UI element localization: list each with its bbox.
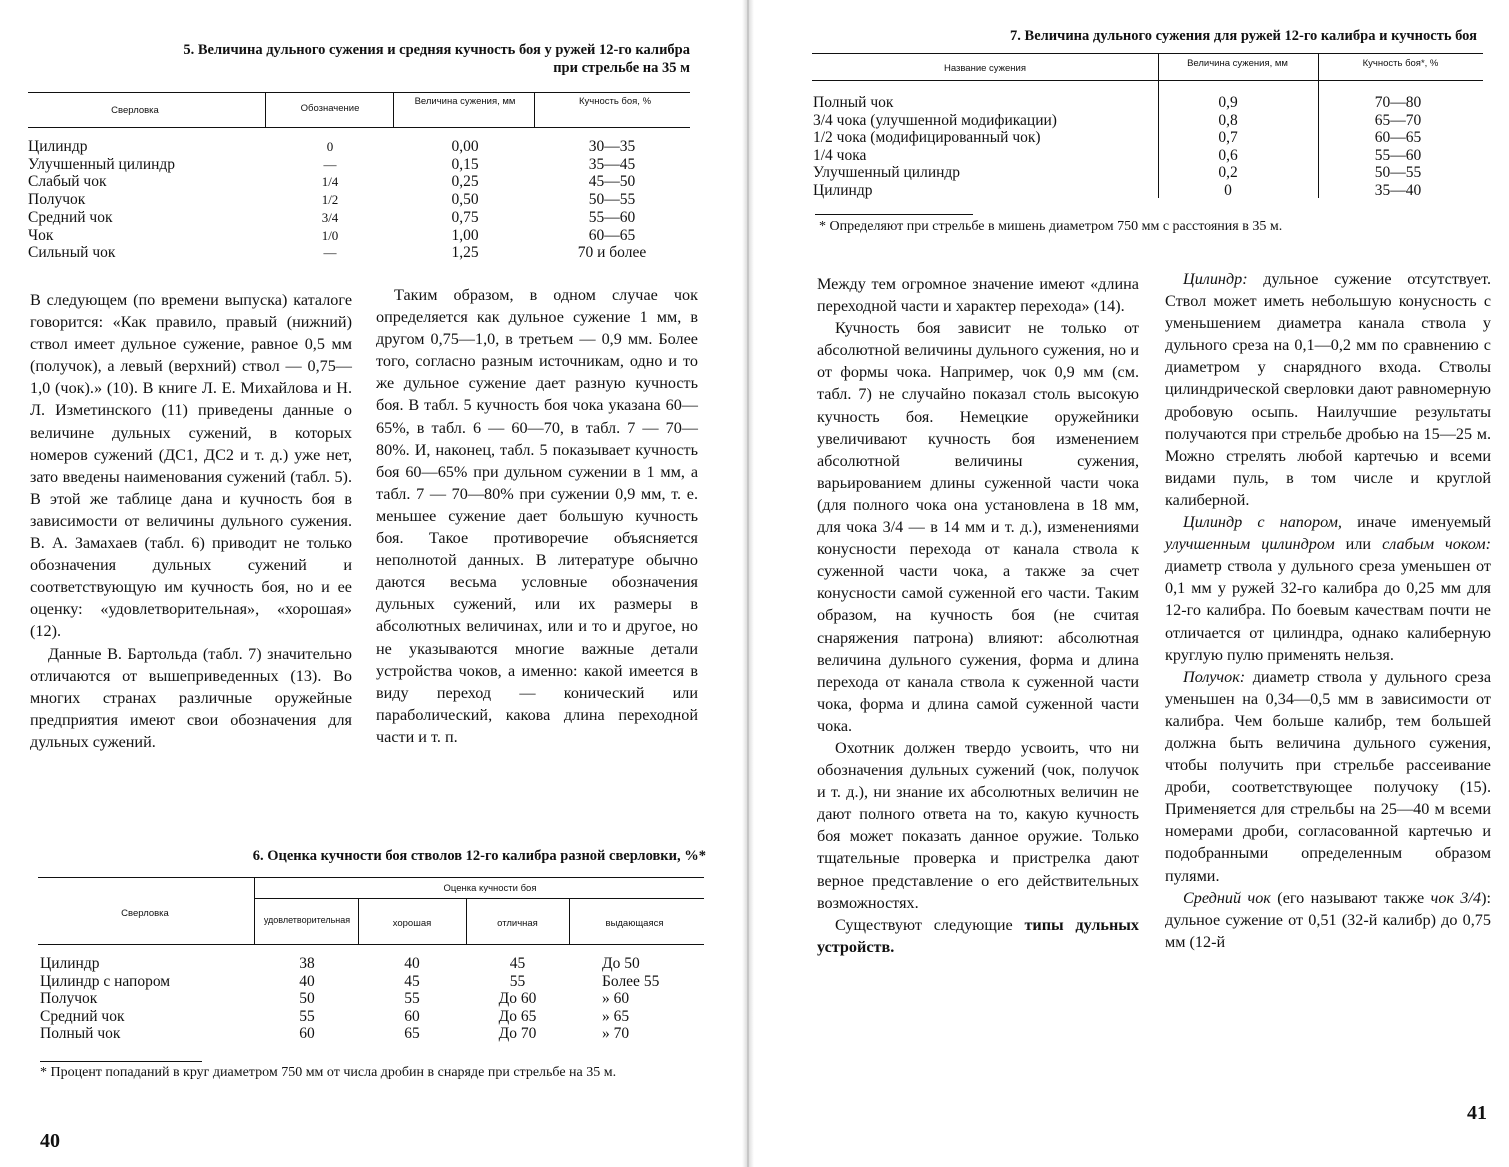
paragraph-text: Существуют следующие: [835, 915, 1013, 934]
table7-header: Величина сужения, мм: [1187, 58, 1288, 69]
table5-cell: 0,00: [451, 138, 479, 155]
table6-header: Сверловка: [121, 908, 169, 919]
table6-header-group: Оценка кучности боя: [443, 883, 537, 894]
table6-cell: Цилиндр с напором: [40, 972, 171, 990]
table6-subheader: отличная: [497, 918, 538, 929]
table5-header: Кучность боя, %: [578, 96, 652, 107]
table7-cell: 0,7: [1218, 129, 1238, 146]
table6-cell: 55: [509, 972, 526, 990]
table5-cell: 0,25: [451, 173, 479, 191]
table7-header: Название сужения: [943, 63, 1027, 74]
book-gutter: [742, 0, 754, 1167]
table5-cell: —: [323, 156, 337, 172]
table5-cell: Цилиндр: [28, 138, 88, 155]
table6-cell: Средний чок: [40, 1007, 125, 1025]
paragraph-text: или: [1334, 535, 1383, 554]
paragraph: Таким образом, в одном случае чок определяется как дульное сужение 1 мм, в другом 0,75—1,0, в третьем — 0,9 мм. Более того, согласно разным источникам, одно и то же дульное сужение дает разную кучность боя. В табл. 5 кучность боя чока указана 60—65%, в табл. 6 — 60—70, в табл. 7 — 70—80%. И, наконец, табл. 5 показывает кучность боя 60—65% при дульном сужении в 1 мм, а табл. 7 — 70—80% при сужении 0,9 мм, т. е. меньшее сужение дает большую кучность боя. Такое противоречие объясняется неполнотой данных. В литературе обычно даются весьма условные обозначения дульных сужений, или их размеры в абсолютных величинах, или и то и другое, но не указываются многие важные детали устройства чоков, а именно: какой имеется в виду переход — конический или параболический, какова длина переходной части и т. п.: [376, 286, 698, 746]
table6-cell: Более 55: [602, 972, 660, 990]
page-number: 41: [1467, 1102, 1487, 1124]
paragraph-text: диаметр ствола у дульного среза уменьшен от 0,1 мм у ружей 32-го калибра до 0,25 мм для 12-го калибра. По боевым качествам почти не отличается от цилиндра, однако калиберную круглую пулю применять нельзя.: [1165, 557, 1491, 664]
left-page: [0, 0, 745, 1167]
table6-cell: 60: [299, 1025, 315, 1043]
paragraph: [1165, 268, 1491, 511]
table5-cell: —: [323, 245, 337, 261]
table6-cell: Полный чок: [40, 1025, 121, 1043]
table5-cell: Средний чок: [28, 208, 113, 226]
table5-cell: 1,00: [451, 226, 479, 244]
table5-cell: 45—50: [588, 173, 636, 191]
paragraph-text: дульное сужение отсутствует. Ствол может иметь небольшую конусность с уменьшением диаметра канала ствола у дульного среза на 0,1—0,2 мм по сравнению с диаметром у снарядного входа. Стволы цилиндрической сверловки дают равномерную дробовую осыпь. Наилучшие результаты получаются при стрельбе дробью на 15—25 м. Можно стрелять любой картечью и всеми видами пуль, в том числе и круглой калиберной.: [1165, 270, 1491, 509]
page-number: 40: [40, 1130, 60, 1152]
table5-cell: 0,50: [451, 191, 479, 209]
paragraph-text: (его называют также: [1270, 888, 1431, 907]
table6-cell: 50: [299, 990, 315, 1008]
table7-cell: Цилиндр: [813, 181, 873, 199]
table5-cell: 3/4: [321, 209, 339, 225]
table6-cell: До 60: [498, 990, 537, 1008]
table5-cell: 30—35: [588, 138, 636, 155]
table7-footnote: * Определяют при стрельбе в мишень диаметром 750 мм с расстояния в 35 м.: [819, 219, 1283, 234]
table6-cell: » 60: [602, 990, 630, 1008]
term: Получок:: [1183, 667, 1246, 686]
paragraph: Между тем огромное значение имеют «длина переходной части и характер перехода» (14).: [817, 275, 1139, 316]
paragraph: Данные В. Бартольда (табл. 7) значительно отличаются от вышеприведенных (13). Во многих странах различные оружейные предприятия имеют свои обозначения для дульных сужений.: [30, 644, 352, 751]
right-page: [755, 0, 1509, 1167]
table5-cell: 0,75: [451, 208, 479, 226]
table5-header: Величина сужения, мм: [414, 96, 516, 107]
table5-cell: 0: [326, 139, 334, 154]
table5-header: Сверловка: [111, 105, 159, 116]
paragraph-text: диаметр ствола у дульного среза уменьшен на 0,34—0,5 мм в зависимости от калибра. Чем больше калибр, тем большей должна быть величина дульного сужения, чтобы получить при стрельбе рассеивание дроби, соответствующее получоку (15). Применяется для стрельбы на 25—40 м всеми номерами дроби, согласованной картечью и подобранными определенным образом пулями.: [1165, 667, 1491, 885]
table7-cell: 0,9: [1218, 94, 1238, 111]
table7-cell: 0,8: [1218, 111, 1238, 129]
table6-cell: Получок: [40, 990, 98, 1008]
table7-header: Кучность боя*, %: [1362, 58, 1439, 69]
paragraph-bold-text: типы дульных устройств.: [817, 915, 1140, 956]
table5-title-line2: при стрельбе на 35 м: [553, 60, 690, 76]
table6-subheader: выдающаяся: [605, 918, 664, 929]
table7-cell: Улучшенный цилиндр: [813, 164, 961, 181]
table5-title: [30, 41, 690, 77]
table7-cell: 60—65: [1374, 129, 1422, 146]
table7-cell: 0,6: [1218, 146, 1238, 164]
left-column-1: [30, 289, 352, 753]
paragraph: [1165, 887, 1491, 953]
term: Средний чок: [1183, 888, 1271, 907]
table5-cell: 55—60: [588, 208, 636, 226]
table7-cell: 65—70: [1374, 111, 1422, 129]
table5-cell: Чок: [28, 226, 54, 244]
table6-cell: 45: [404, 972, 420, 990]
table5-cell: 1/4: [321, 174, 339, 190]
table6-cell: 55: [299, 1007, 315, 1025]
table5-cell: 60—65: [588, 226, 636, 244]
paragraph: Охотник должен твердо усвоить, что ни обозначения дульных сужений (чок, получок и т. д.), ни знание их абсолютных величин не дают полного ответа на то, какую кучность боя может показать данное оружие. Только тщательные проверка и пристрелка дают верное представление о его действительных возможностях.: [817, 738, 1139, 912]
term: слабым чоком:: [1382, 535, 1491, 554]
table6-subheader: удовлетворительная: [263, 915, 351, 925]
table6-cell: 45: [509, 955, 526, 972]
table7-cell: 1/2 чока (модифицированный чок): [813, 129, 1041, 146]
table7-cell: 0: [1224, 181, 1232, 199]
right-column-1: [817, 273, 1139, 958]
table6-title: 6. Оценка кучности боя стволов 12-го калибра разной сверловки, %*: [252, 848, 706, 864]
table5-cell: 1/0: [321, 227, 339, 243]
term: чок 3/4: [1430, 888, 1482, 907]
table5-title-line1: 5. Величина дульного сужения и средняя кучность боя у ружей 12-го калибра: [183, 42, 690, 58]
paragraph: Кучность боя зависит не только от абсолютной величины дульного сужения, но и от формы чока. Например, чок 0,9 мм (см. табл. 7) не случайно показал столь высокую кучность боя. Немецкие оружейники увеличивают кучность боя изменением абсолютной величины сужения, варьированием длины суженной части чока (для полного чока она установлена в 18 мм, для чока 3/4 — в 14 мм и т. д.), изменениями конусности перехода от канала ствола к суженной части чока, а также за счет конусности самой суженной его части. Таким образом, на кучность боя (не считая снаряжения патрона) влияют: абсолютная величина дульного сужения, форма и длина перехода от канала ствола к суженной части чока, форма и длина самой суженной части чока.: [817, 319, 1139, 735]
table6-cell: До 65: [498, 1007, 537, 1025]
table6-cell: 55: [404, 990, 420, 1008]
table6-subheader: хорошая: [392, 918, 432, 929]
table5-cell: 1/2: [321, 192, 339, 208]
table5-cell: 1,25: [451, 244, 479, 262]
table5-cell: 35—45: [588, 155, 636, 173]
table7-cell: 35—40: [1374, 181, 1422, 199]
table7-cell: 0,2: [1218, 164, 1238, 181]
table5-cell: 0,15: [451, 155, 479, 173]
table6-footnote: * Процент попаданий в круг диаметром 750 мм от числа дробин в снаряде при стрельбе на 35 м.: [40, 1065, 617, 1080]
table6-cell: 40: [404, 955, 420, 972]
table5-cell: 70 и более: [577, 244, 647, 262]
table7-cell: Полный чок: [813, 94, 894, 111]
table7-cell: 55—60: [1374, 146, 1422, 164]
term: Цилиндр:: [1183, 270, 1248, 288]
table6-cell: До 50: [602, 955, 640, 972]
paragraph: В следующем (по времени выпуска) каталоге говорится: «Как правило, правый (нижний) ствол имеет дульное сужение, равное 0,5 мм (получок), а левый (верхний) ствол — 0,75—1,0 (чок).» (10). В книге Л. Е. Михайлова и Н. Л. Изметинского (11) приведены данные о величине дульных сужений, в которых номеров сужений (ДС1, ДС2 и т. д.) уже нет, зато введены наименования сужений (табл. 5). В этой же таблице дана и кучность боя в зависимости от величины дульного сужения. В. А. Замахаев (табл. 6) приводит не только обозначения дульных сужений и соответствующую им кучность боя, но и ее оценку: «удовлетворительная», «хорошая» (12).: [30, 291, 352, 641]
table6-cell: До 70: [498, 1025, 537, 1043]
table6-cell: 38: [299, 955, 315, 972]
paragraph-text: ): дульное сужение от 0,51 (32-й калибр) до 0,75 мм (12-й: [1165, 888, 1492, 951]
table7-cell: 70—80: [1374, 94, 1422, 111]
table6-cell: » 65: [602, 1007, 630, 1025]
table5-cell: Получок: [28, 191, 86, 209]
left-column-2: [376, 284, 698, 748]
table5-cell: Улучшенный цилиндр: [28, 155, 176, 173]
table7-cell: 3/4 чока (улучшенной модификации): [813, 111, 1057, 129]
paragraph: [1165, 511, 1491, 666]
paragraph: [1165, 666, 1491, 887]
table6-cell: 65: [404, 1025, 420, 1043]
term: Цилиндр с напором,: [1183, 513, 1342, 532]
table6-cell: 60: [404, 1007, 420, 1025]
table7-cell: 1/4 чока: [813, 146, 867, 164]
table6-cell: » 70: [602, 1025, 630, 1043]
table6-cell: Цилиндр: [40, 955, 100, 972]
right-column-2: [1165, 268, 1491, 953]
table5-cell: 50—55: [588, 191, 636, 209]
term: улучшенным цилиндром: [1165, 535, 1335, 554]
paragraph: [817, 914, 1139, 958]
table5-cell: Слабый чок: [28, 173, 107, 191]
table7-title: 7. Величина дульного сужения для ружей 12-го калибра и кучность боя: [1010, 28, 1477, 44]
paragraph-text: иначе именуемый: [1341, 513, 1491, 532]
table7-cell: 50—55: [1374, 164, 1422, 181]
table5-cell: Сильный чок: [28, 244, 116, 262]
table5-header: Обозначение: [300, 103, 360, 114]
table6-cell: 40: [299, 972, 315, 990]
